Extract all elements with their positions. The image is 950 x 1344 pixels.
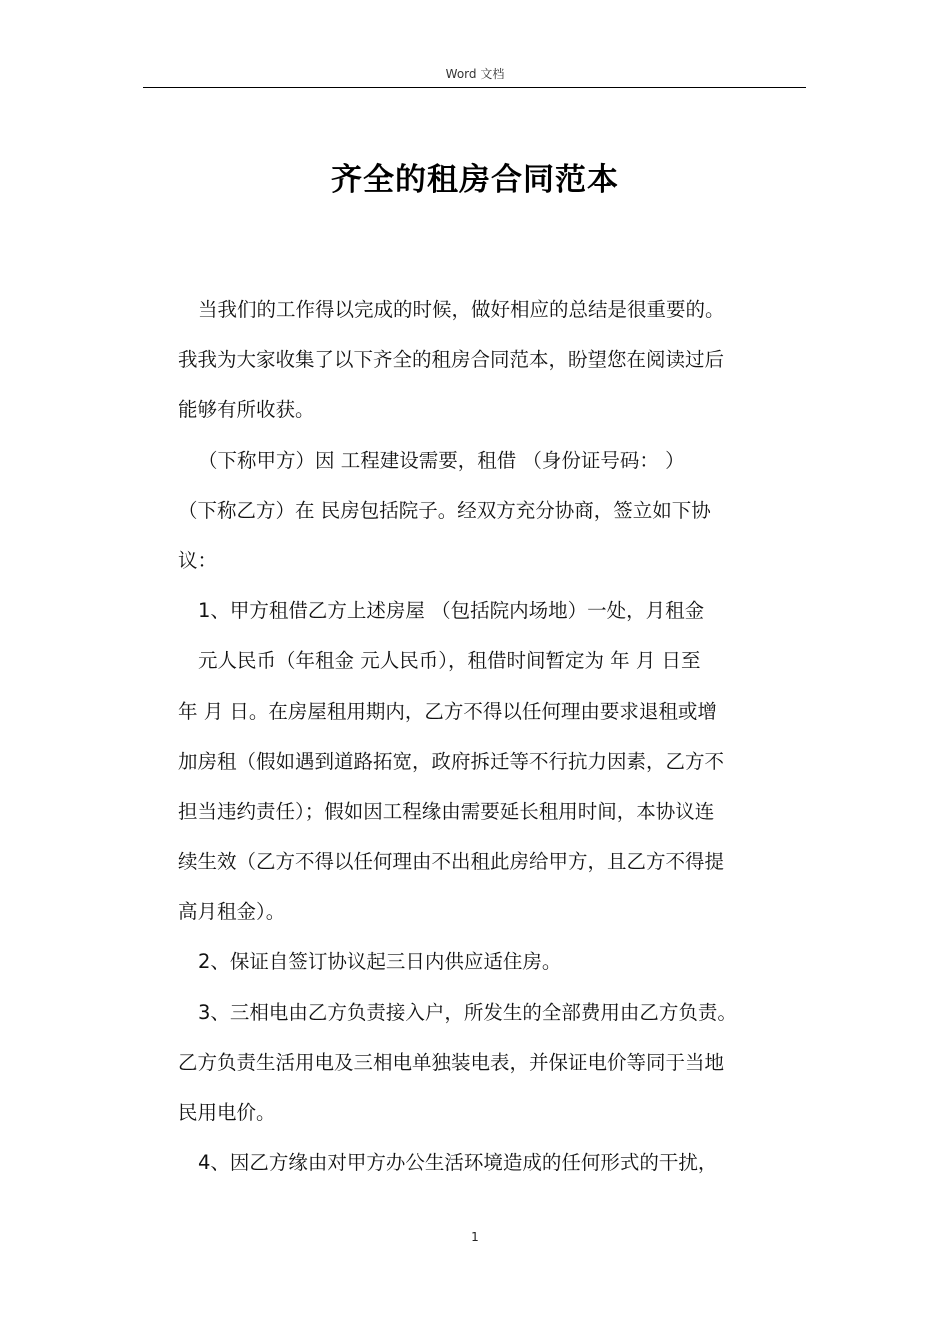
body-line: 当我们的工作得以完成的时候，做好相应的总结是很重要的。 (198, 298, 725, 321)
body-line: 元人民币（年租金 元人民币），租借时间暂定为 年 月 日至 (198, 649, 701, 673)
body-line: 3、三相电由乙方负责接入户，所发生的全部费用由乙方负责。 (198, 1000, 737, 1024)
body-line: 能够有所收获。 (178, 398, 315, 422)
body-line: 担当违约责任）；假如因工程缘由需要延长租用时间，本协议连 (178, 799, 715, 823)
body-line: 续生效（乙方不得以任何理由不出租此房给甲方，且乙方不得提 (178, 850, 725, 874)
body-line: 4、因乙方缘由对甲方办公生活环境造成的任何形式的干扰， (198, 1151, 718, 1175)
document-title: 齐全的租房合同范本 (331, 162, 619, 198)
page-number: 1 (471, 1230, 479, 1244)
body-line: （下称乙方）在 民房包括院子。经双方充分协商，签立如下协 (178, 498, 711, 522)
body-line: 1、甲方租借乙方上述房屋 （包括院内场地）一处，月租金 (198, 599, 705, 623)
body-line: 2、保证自签订协议起三日内供应适住房。 (198, 950, 562, 974)
body-line: 我我为大家收集了以下齐全的租房合同范本，盼望您在阅读过后 (178, 348, 725, 372)
page-header: Word 文档 (445, 67, 505, 81)
body-line: 议： (178, 548, 218, 572)
body-line: 高月租金）。 (178, 900, 286, 924)
body-line: 加房租（假如遇到道路拓宽，政府拆迁等不行抗力因素，乙方不 (178, 749, 725, 773)
body-line: 年 月 日。在房屋租用期内，乙方不得以任何理由要求退租或增 (178, 699, 717, 723)
body-line: 民用电价。 (178, 1101, 276, 1124)
document-body (178, 285, 804, 1188)
body-line: （下称甲方）因 工程建设需要，租借 （身份证号码： ） (198, 448, 685, 472)
body-line: 乙方负责生活用电及三相电单独装电表，并保证电价等同于当地 (178, 1050, 725, 1074)
header-divider (143, 87, 806, 88)
